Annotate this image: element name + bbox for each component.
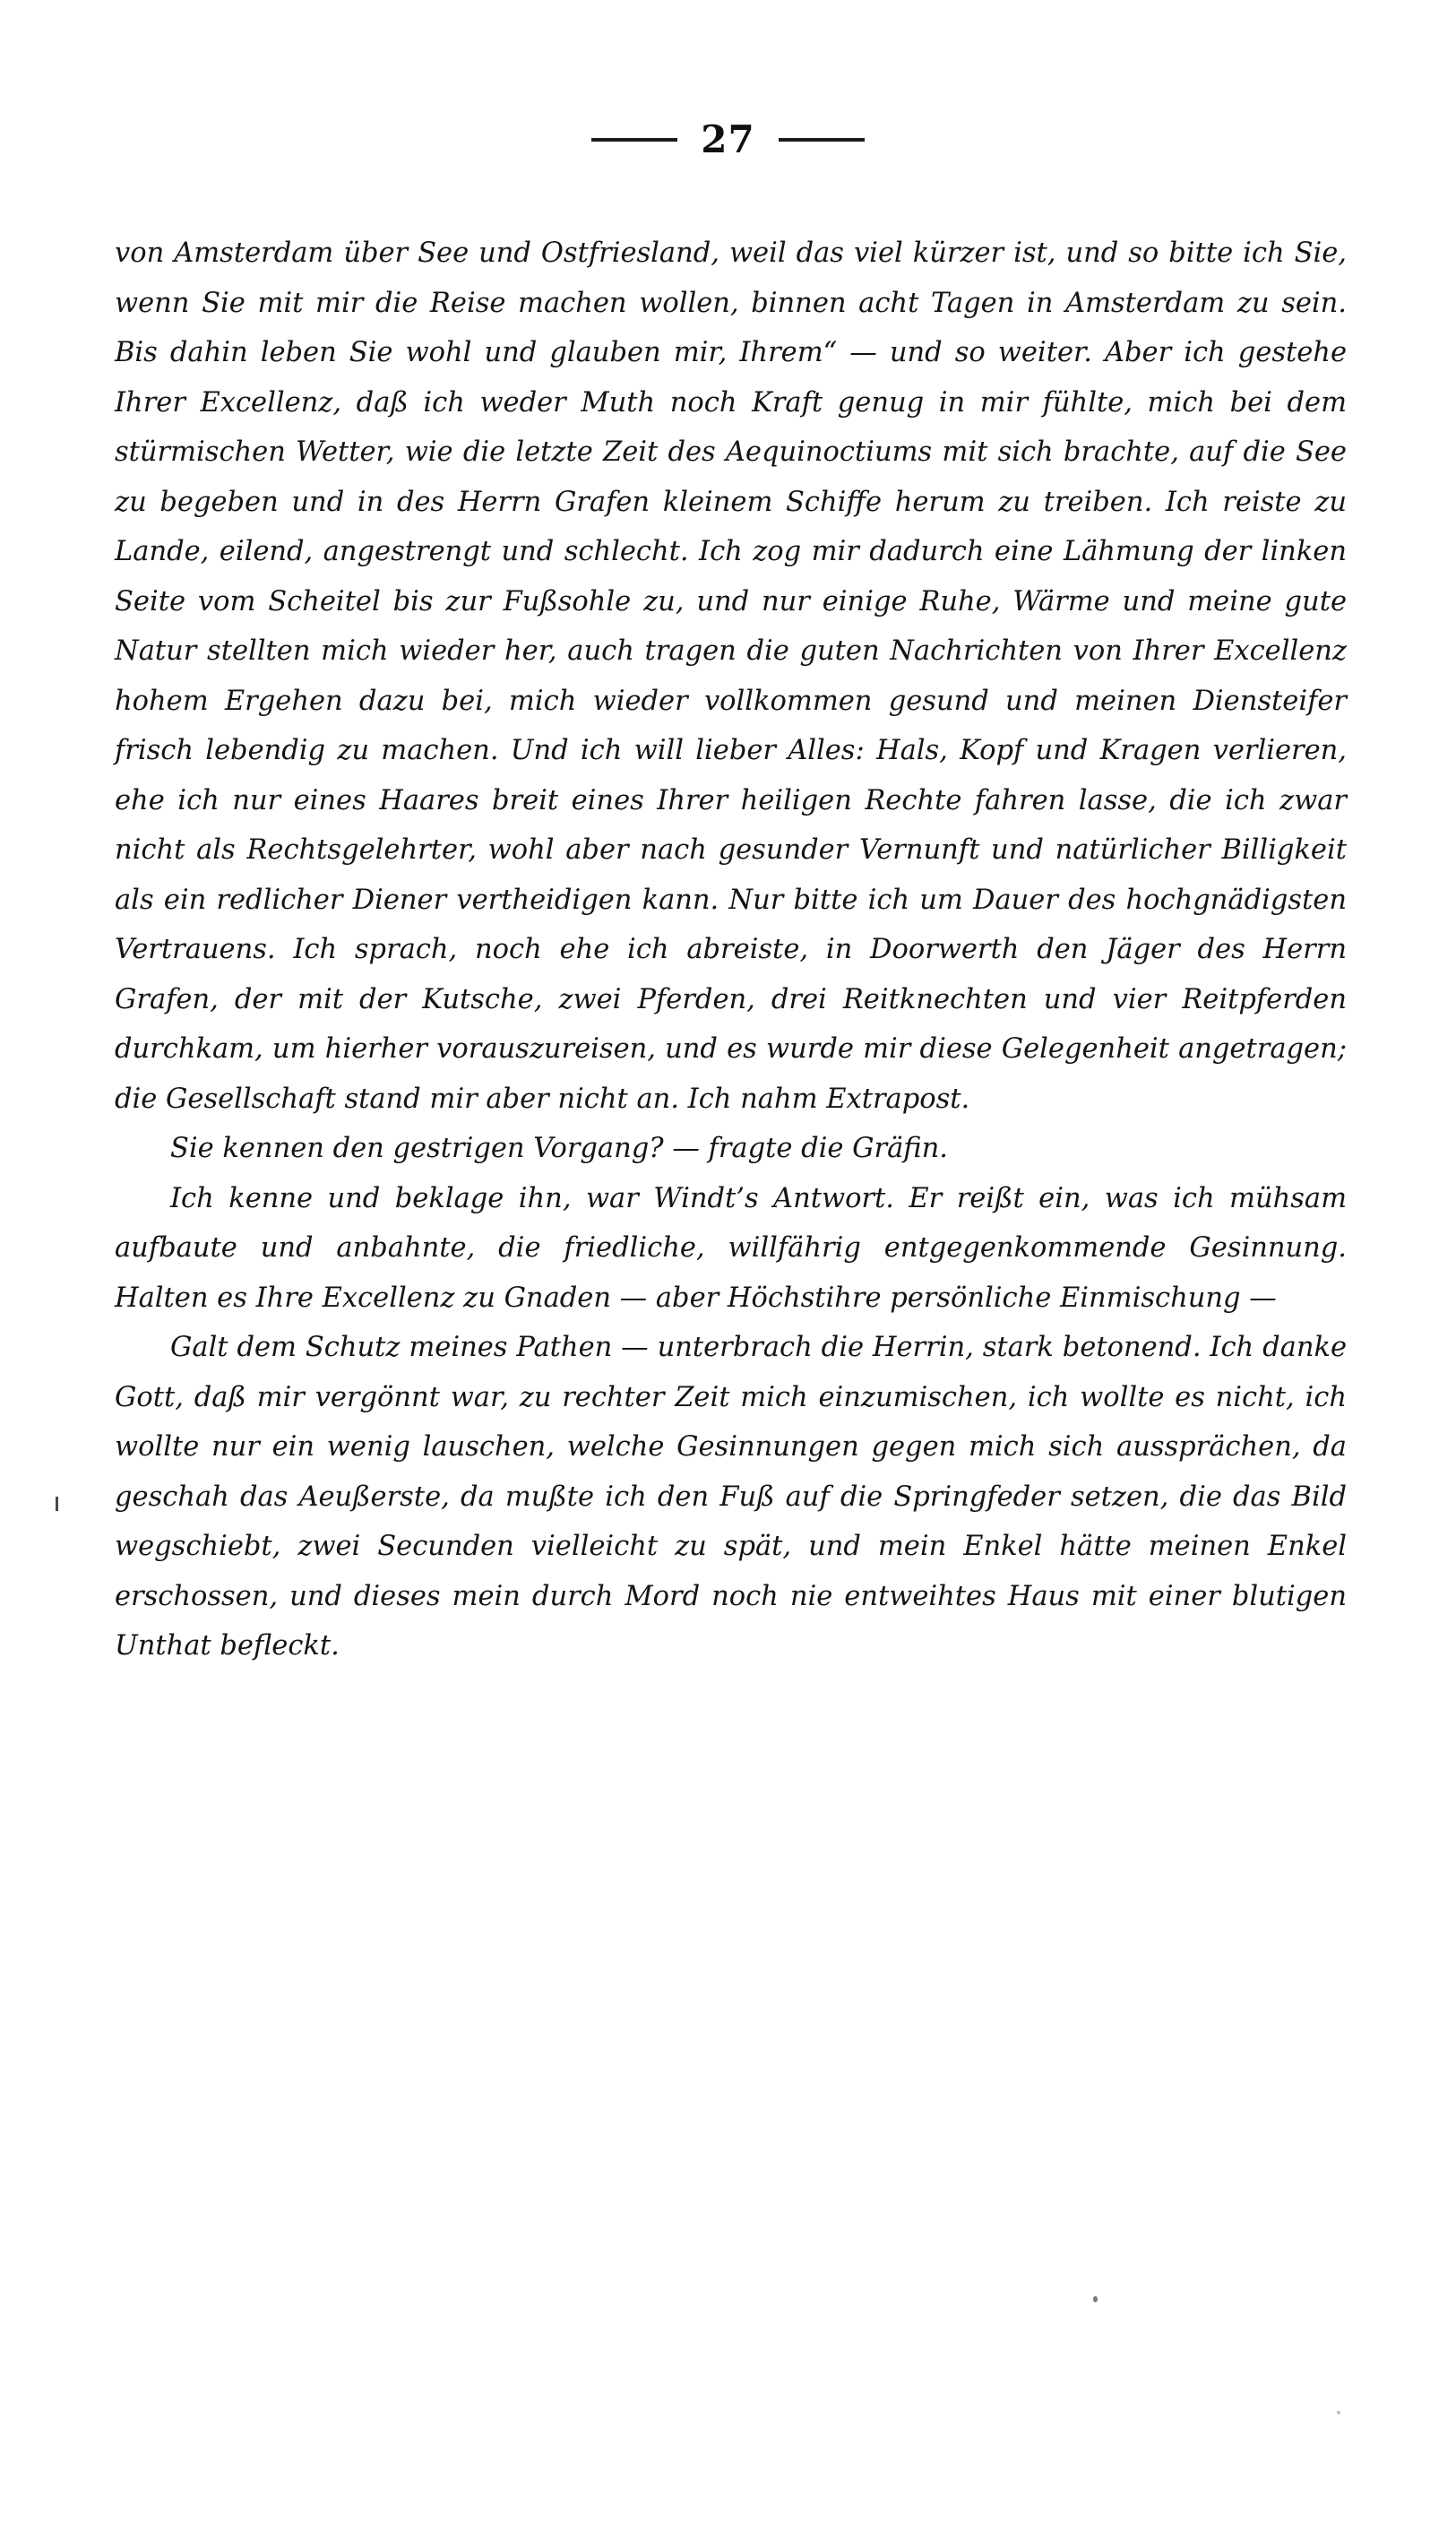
page-speck — [1337, 2411, 1340, 2414]
paragraph: Ich kenne und beklage ihn, war Windt’s Antwort. Er reißt ein, was ich mühsam aufbaute und anbahnte, die friedliche, willfährig entgegenkommende Gesinnung. Halten es Ihre Excellenz zu Gnaden — aber Höchstihre persönliche Einmischung — — [115, 1182, 1347, 1314]
page-speck — [1093, 2296, 1098, 2302]
paragraph: Galt dem Schutz meines Pathen — unterbrach die Herrin, stark betonend. Ich danke Gott, daß mir vergönnt war, zu rechter Zeit mich einzumischen, ich wollte es nicht, ich wollte nur ein wenig lauschen, welche Gesinnungen gegen mich sich aussprächen, da geschah das Aeußerste, da mußte ich den Fuß auf die Springfeder setzen, die das Bild wegschiebt, zwei Secunden vielleicht zu spät, und mein Enkel hätte meinen Enkel erschossen, und dieses mein durch Mord noch nie entweihtes Haus mit einer blutigen Unthat befleckt. — [115, 1332, 1347, 1662]
body-text — [115, 229, 1347, 1671]
paragraph: von Amsterdam über See und Ostfriesland, weil das viel kürzer ist, und so bitte ich Sie, wenn Sie mit mir die Reise machen wollen, binnen acht Tagen in Amsterdam zu sein. Bis dahin leben Sie wohl und glauben mir, Ihrem“ — und so weiter. Aber ich gestehe Ihrer Excellenz, daß ich weder Muth noch Kraft genug in mir fühlte, mich bei dem stürmischen Wetter, wie die letzte Zeit des Aequinoctiums mit sich brachte, auf die See zu begeben und in des Herrn Grafen kleinem Schiffe herum zu treiben. Ich reiste zu Lande, eilend, angestrengt und schlecht. Ich zog mir dadurch eine Lähmung der linken Seite vom Scheitel bis zur Fußsohle zu, und nur einige Ruhe, Wärme und meine gute Natur stellten mich wieder her, auch tragen die guten Nachrichten von Ihrer Excellenz hohem Ergehen dazu bei, mich wieder vollkommen gesund und meinen Diensteifer frisch lebendig zu machen. Und ich will lieber Alles: Hals, Kopf und Kragen verlieren, ehe ich nur eines Haares breit eines Ihrer heiligen Rechte fahren lasse, die ich zwar nicht als Rechtsgelehrter, wohl aber nach gesunder Vernunft und natürlicher Billigkeit als ein redlicher Diener vertheidigen kann. Nur bitte ich um Dauer des hochgnädigsten Vertrauens. Ich sprach, noch ehe ich abreiste, in Doorwerth den Jäger des Herrn Grafen, der mit der Kutsche, zwei Pferden, drei Reitknechten und vier Reitpferden durchkam, um hierher vorauszureisen, und es wurde mir diese Gelegenheit angetragen; die Gesellschaft stand mir aber nicht an. Ich nahm Extrapost. — [115, 237, 1347, 1115]
page-header — [0, 117, 1456, 161]
header-rule-right — [779, 138, 865, 142]
page-number: 27 — [701, 117, 755, 161]
header-rule-left — [591, 138, 677, 142]
paragraph: Sie kennen den gestrigen Vorgang? — fragte die Gräfin. — [170, 1133, 948, 1164]
margin-mark — [56, 1497, 58, 1511]
